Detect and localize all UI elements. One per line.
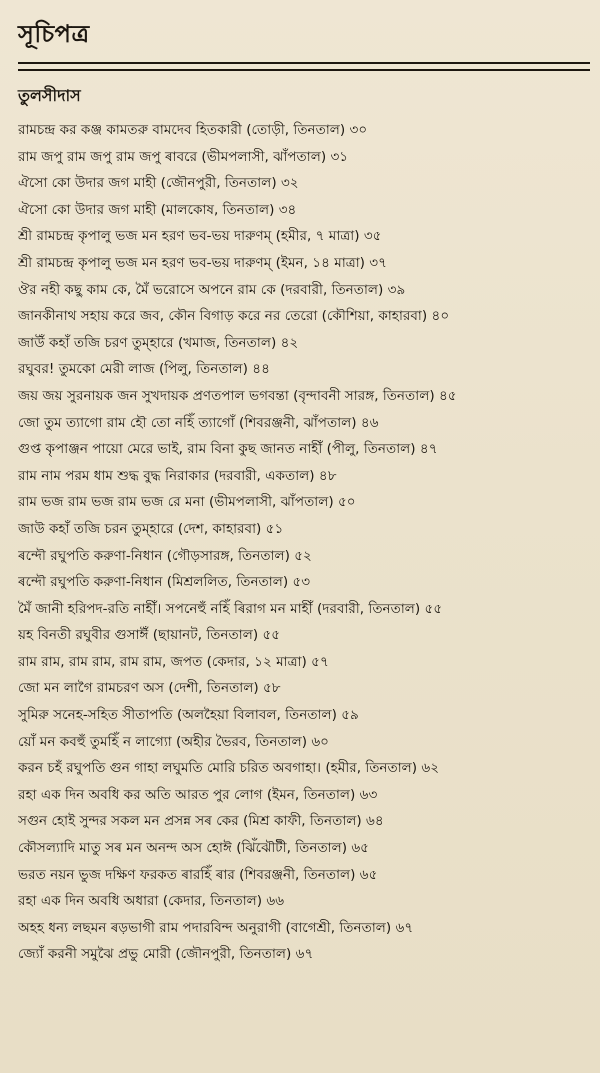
contents-entry: জো তুম ত্যাগো রাম হৌ তো নহিঁ ত্যাগোঁ (শিবরঞ্জনী, ঝাঁপতাল) ৪৬ [18,414,379,431]
contents-entry: রঘুবর! তুমকো মেরী লাজ (পিলু, তিনতাল) ৪৪ [18,361,270,378]
contents-entry: গুপ্ত কৃপাঞ্জন পায়ো মেরে ভাই, রাম বিনা কুছ জানত নাহীঁ (পীলু, তিনতাল) ৪৭ [18,441,438,458]
contents-entry: রহা এক দিন অবধি কর অতি আরত পুর লোগ (ইমন, তিনতাল) ৬৩ [18,786,378,803]
section-heading: তুলসীদাস [18,86,81,105]
contents-entry: য়হ বিনতী রঘুবীর গুসাঈঁ (ছায়ানট, তিনতাল) ৫৫ [18,627,281,644]
contents-entry: রাম ভজ রাম ভজ রাম ভজ রে মনা (ভীমপলাসী, ঝাঁপতাল) ৫০ [18,494,356,511]
contents-entry: করন চহঁ রঘুপতি গুন গাহা লঘুমতি মোরি চরিত অবগাহা। (হমীর, তিনতাল) ৬২ [18,760,440,777]
contents-entry: অহহ ধন্য লছমন ৰড়ভাগী রাম পদারবিন্দ অনুরাগী (বাগেশ্রী, তিনতাল) ৬৭ [18,919,414,936]
contents-entry: সুমিরু সনেহ-সহিত সীতাপতি (অলহৈয়া বিলাবল, তিনতাল) ৫৯ [18,707,359,724]
contents-entry: সগুন হোই সুন্দর সকল মন প্রসন্ন সৰ কের (মিশ্র কাফী, তিনতাল) ৬৪ [18,813,384,830]
contents-entry: জো মন লাগৈ রামচরণ অস (দেশী, তিনতাল) ৫৮ [18,680,281,697]
title-double-rule [18,62,590,71]
contents-entry: মৈঁ জানী হরিপদ-রতি নাহীঁ। সপনেহুঁ নহিঁ ৰিরাগ মন মাহীঁ (দরবারী, তিনতাল) ৫৫ [18,600,443,617]
contents-entry: কৌসল্যাদি মাতু সৰ মন অনন্দ অস হোঈ (ঝিঁঝৌটী, তিনতাল) ৬৫ [18,840,370,857]
contents-entry: শ্রী রামচন্দ্র কৃপালু ভজ মন হরণ ভব-ভয় দারুণম্ (হমীর, ৭ মাত্রা) ৩৫ [18,228,382,245]
contents-entry: রামচন্দ্র কর কঞ্জ কামতরু বামদেব হিতকারী (তোড়ী, তিনতাল) ৩০ [18,122,368,138]
contents-entry: রাম নাম পরম ধাম শুদ্ধ বুদ্ধ নিরাকার (দরবারী, একতাল) ৪৮ [18,467,337,484]
contents-entry: ঔর নহী কছু কাম কে, মৈঁ ভরোসে অপনে রাম কে (দরবারী, তিনতাল) ৩৯ [18,281,406,298]
contents-list [18,117,578,968]
contents-entry: শ্রী রামচন্দ্র কৃপালু ভজ মন হরণ ভব-ভয় দারুণম্ (ইমন, ১৪ মাত্রা) ৩৭ [18,254,387,271]
contents-entry: ঐসো কো উদার জগ মাহী (মালকোষ, তিনতাল) ৩৪ [18,201,297,218]
contents-entry: জানকীনাথ সহায় করে জব, কৌন বিগাড় করে নর তেরো (কৌশিয়া, কাহারবা) ৪০ [18,308,450,325]
contents-entry: ৰন্দৌ রঘুপতি করুণা-নিধান (গৌড়সারঙ্গ, তিনতাল) ৫২ [18,547,312,564]
contents-entry: জয় জয় সুরনায়ক জন সুখদায়ক প্রণতপাল ভগবন্তা (বৃন্দাবনী সারঙ্গ, তিনতাল) ৪৫ [18,387,457,404]
contents-entry: ঐসো কো উদার জগ মাহী (জৌনপুরী, তিনতাল) ৩২ [18,175,299,192]
contents-entry: রহা এক দিন অবধি অধারা (কেদার, তিনতাল) ৬৬ [18,893,285,910]
page-title: সূচিপত্র [18,20,90,48]
contents-entry: ভরত নয়ন ভুজ দক্ষিণ ফরকত ৰারহিঁ ৰার (শিবরঞ্জনী, তিনতাল) ৬৫ [18,866,378,883]
contents-entry: জাউঁ কহাঁ তজি চরণ তুম্হারে (খমাজ, তিনতাল) ৪২ [18,334,299,351]
contents-entry: জ্যোঁ করনী সমুঝৈ প্রভু মোরী (জৌনপুরী, তিনতাল) ৬৭ [18,946,314,963]
contents-entry: ৰন্দৌ রঘুপতি করুণা-নিধান (মিশ্রললিত, তিনতাল) ৫৩ [18,574,311,591]
contents-entry: য়োঁ মন কবহুঁ তুমহিঁ ন লাগ্যো (অহীর ভৈরব, তিনতাল) ৬০ [18,733,330,750]
contents-entry: জাউ কহাঁ তজি চরন তুম্হারে (দেশ, কাহারবা) ৫১ [18,520,284,537]
contents-entry: রাম রাম, রাম রাম, রাম রাম, জপত (কেদার, ১২ মাত্রা) ৫৭ [18,653,329,670]
contents-entry: রাম জপু রাম জপু রাম জপু ৰাবরে (ভীমপলাসী, ঝাঁপতাল) ৩১ [18,148,349,165]
